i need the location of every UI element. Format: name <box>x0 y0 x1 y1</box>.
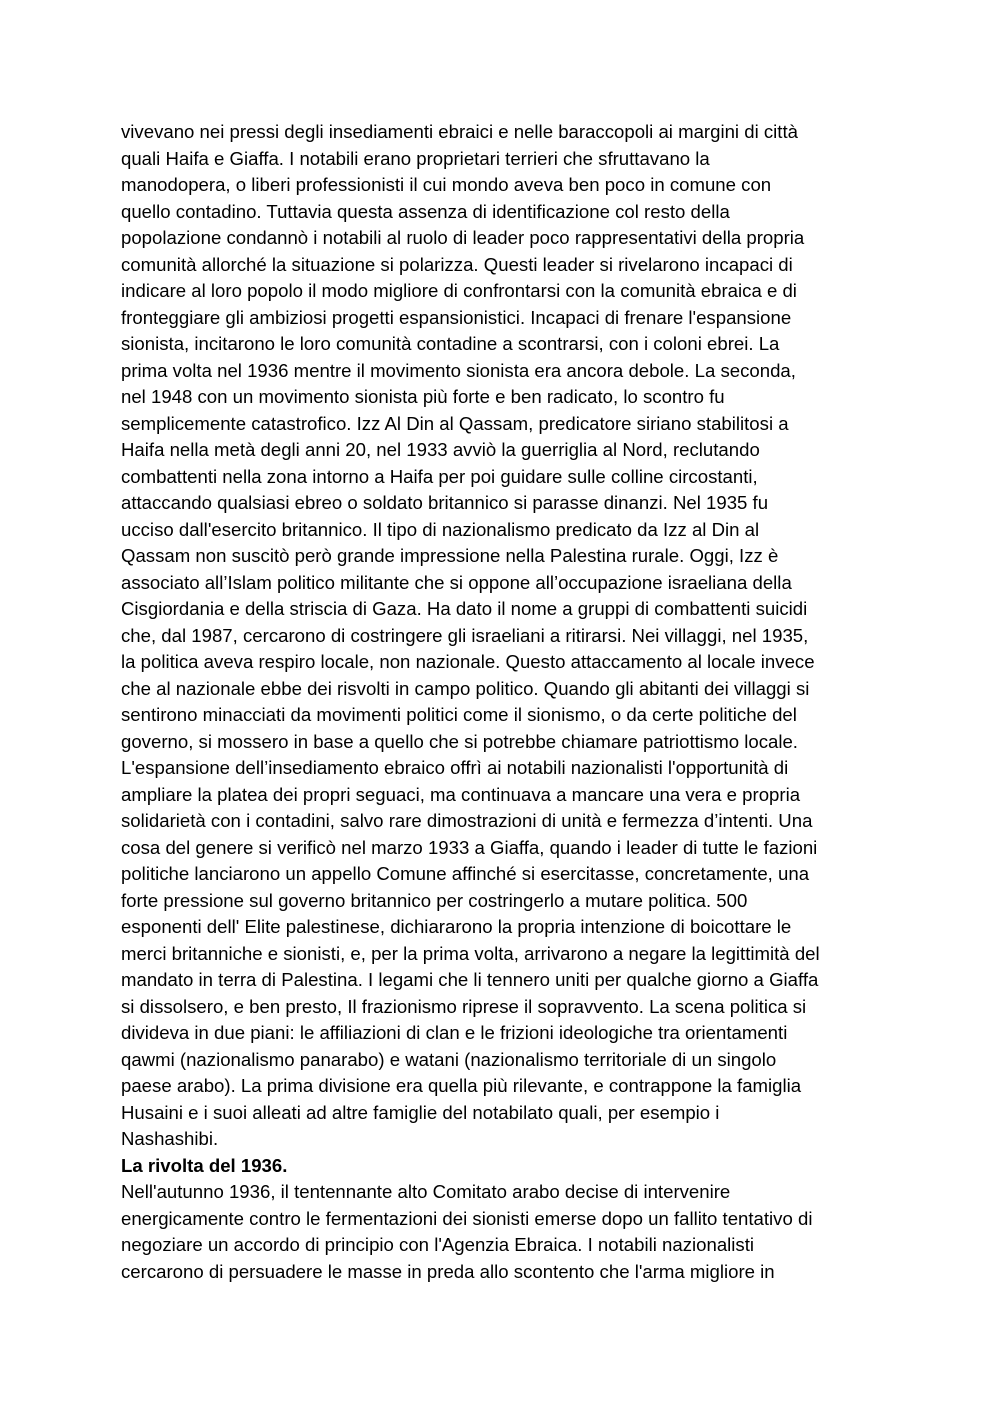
text-line: comunità allorché la situazione si polarizza. Questi leader si rivelarono incapaci di <box>121 253 793 275</box>
text-line: sionista, incitarono le loro comunità contadine a scontrarsi, con i coloni ebrei. La <box>121 333 780 354</box>
text-line: energicamente contro le fermentazioni dei sionisti emerse dopo un fallito tentativo di <box>121 1207 813 1229</box>
text-line: cercarono di persuadere le masse in preda allo scontento che l'arma migliore in <box>121 1260 775 1282</box>
section-heading: La rivolta del 1936. <box>121 1154 288 1176</box>
text-line: Nashashibi. <box>121 1128 219 1149</box>
text-line: esponenti dell' Elite palestinese, dichiararono la propria intenzione di boicottare le <box>121 916 792 937</box>
text-line: Husaini e i suoi alleati ad altre famiglie del notabilato quali, per esempio i <box>121 1101 720 1123</box>
text-line: solidarietà con i contadini, salvo rare dimostrazioni di unità e fermezza d’intenti. Una <box>121 810 813 831</box>
text-line: quello contadino. Tuttavia questa assenza di identificazione col resto della <box>121 200 730 222</box>
text-line: prima volta nel 1936 mentre il movimento sionista era ancora debole. La seconda, <box>121 359 796 381</box>
document-page <box>121 119 891 1285</box>
text-line: L'espansione dell’insediamento ebraico offrì ai notabili nazionalisti l'opportunità di <box>121 757 789 778</box>
text-line: la politica aveva respiro locale, non nazionale. Questo attaccamento al locale invece <box>121 651 815 672</box>
text-line: indicare al loro popolo il modo migliore di confrontarsi con la comunità ebraica e di <box>121 280 797 301</box>
text-line: che al nazionale ebbe dei risvolti in campo politico. Quando gli abitanti dei villaggi si <box>121 677 810 699</box>
text-line: semplicemente catastrofico. Izz Al Din al Qassam, predicatore siriano stabilitosi a <box>121 412 789 434</box>
text-line: popolazione condannò i notabili al ruolo di leader poco rappresentativi della propria <box>121 227 805 248</box>
text-line: che, dal 1987, cercarono di costringere gli israeliani a ritirarsi. Nei villaggi, nel 1935, <box>121 624 809 646</box>
text-line: Qassam non suscitò però grande impressione nella Palestina rurale. Oggi, Izz è <box>121 545 779 566</box>
body-paragraph <box>121 119 891 1153</box>
body-paragraph <box>121 1179 891 1285</box>
text-line: nel 1948 con un movimento sionista più forte e ben radicato, lo scontro fu <box>121 386 725 407</box>
text-line: forte pressione sul governo britannico per costringerlo a mutare politica. 500 <box>121 889 748 911</box>
text-line: divideva in due piani: le affiliazioni di clan e le frizioni ideologiche tra orientamenti <box>121 1022 788 1043</box>
text-line: Nell'autunno 1936, il tentennante alto Comitato arabo decise di intervenire <box>121 1181 731 1202</box>
text-line: vivevano nei pressi degli insediamenti ebraici e nelle baraccopoli ai margini di città <box>121 121 798 142</box>
text-line: mandato in terra di Palestina. I legami che li tennero uniti per qualche giorno a Giaffa <box>121 969 819 990</box>
text-line: ucciso dall'esercito britannico. Il tipo di nazionalismo predicato da Izz al Din al <box>121 518 760 540</box>
text-line: governo, si mossero in base a quello che si potrebbe chiamare patriottismo locale. <box>121 730 798 752</box>
text-line: attaccando qualsiasi ebreo o soldato britannico si parasse dinanzi. Nel 1935 fu <box>121 492 769 513</box>
text-line: si dissolsero, e ben presto, Il frazionismo riprese il sopravvento. La scena politica si <box>121 995 807 1017</box>
text-line: fronteggiare gli ambiziosi progetti espansionistici. Incapaci di frenare l'espansione <box>121 306 792 328</box>
text-line: manodopera, o liberi professionisti il cui mondo aveva ben poco in comune con <box>121 174 772 195</box>
text-line: combattenti nella zona intorno a Haifa per poi guidare sulle colline circostanti, <box>121 465 758 487</box>
text-line: Cisgiordania e della striscia di Gaza. Ha dato il nome a gruppi di combattenti suicidi <box>121 598 808 619</box>
text-line: associato all’Islam politico militante che si oppone all’occupazione israeliana della <box>121 571 792 593</box>
text-line: politiche lanciarono un appello Comune affinché si esercitasse, concretamente, una <box>121 863 810 884</box>
text-line: merci britanniche e sionisti, e, per la prima volta, arrivarono a negare la legittimità del <box>121 942 820 964</box>
text-line: ampliare la platea dei propri seguaci, ma continuava a mancare una vera e propria <box>121 783 801 805</box>
text-line: quali Haifa e Giaffa. I notabili erano proprietari terrieri che sfruttavano la <box>121 147 710 169</box>
text-line: qawmi (nazionalismo panarabo) e watani (nazionalismo territoriale di un singolo <box>121 1048 777 1070</box>
text-line: cosa del genere si verificò nel marzo 1933 a Giaffa, quando i leader di tutte le fazioni <box>121 836 818 858</box>
text-line: paese arabo). La prima divisione era quella più rilevante, e contrappone la famiglia <box>121 1075 802 1096</box>
text-line: negoziare un accordo di principio con l'Agenzia Ebraica. I notabili nazionalisti <box>121 1234 755 1255</box>
text-line: Haifa nella metà degli anni 20, nel 1933 avviò la guerriglia al Nord, reclutando <box>121 439 760 460</box>
text-line: sentirono minacciati da movimenti politici come il sionismo, o da certe politiche del <box>121 704 797 725</box>
